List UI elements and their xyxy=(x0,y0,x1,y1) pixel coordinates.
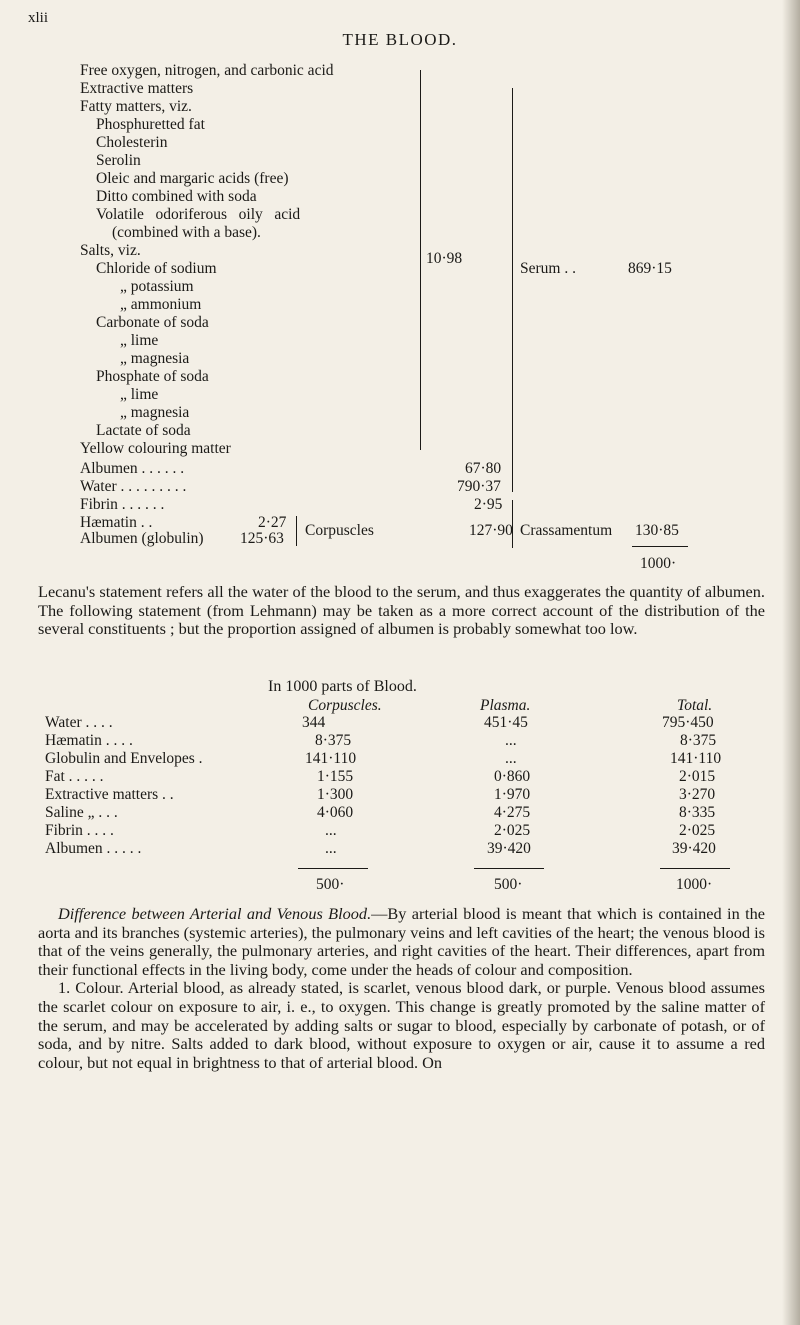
row-total: 8·375 xyxy=(680,732,717,749)
row-plasma: ... xyxy=(505,750,517,767)
analysis-line: „ lime xyxy=(120,332,159,349)
difference-heading: Difference between Arterial and Venous Blood. xyxy=(58,904,372,923)
corpuscles-label: Corpuscles xyxy=(305,522,374,539)
sum-total: 1000· xyxy=(676,876,713,893)
header-corpuscles: Corpuscles. xyxy=(308,697,382,714)
row-corpuscles: 4·060 xyxy=(317,804,354,821)
total-sum-rule xyxy=(660,868,730,869)
row-total: 39·420 xyxy=(672,840,716,857)
analysis-line: Carbonate of soda xyxy=(96,314,209,331)
analysis-line: Lactate of soda xyxy=(96,422,191,439)
analysis-line: Yellow colouring matter xyxy=(80,440,231,457)
row-plasma: 1·970 xyxy=(494,786,531,803)
analysis-line: „ lime xyxy=(120,386,159,403)
analysis-line: Ditto combined with soda xyxy=(96,188,257,205)
analysis-line: „ magnesia xyxy=(120,404,190,421)
lecanu-commentary xyxy=(38,583,765,639)
row-plasma: 2·025 xyxy=(494,822,531,839)
paragraph-lecanu: Lecanu's statement refers all the water of the blood to the serum, and thus exaggerates the quantity of albumen. The following statement (from Lehmann) may be taken as a more correct account of the distribution of the several constituents ; but the proportion assigned of albumen is probably somewhat too low. xyxy=(38,582,765,639)
analysis-line: Chloride of sodium xyxy=(96,260,217,277)
albumen-label: Albumen . . . . . . xyxy=(80,460,185,477)
running-head: THE BLOOD. xyxy=(342,30,458,49)
analysis-line: Serolin xyxy=(96,152,141,169)
row-total: 3·270 xyxy=(679,786,716,803)
row-plasma: ... xyxy=(505,732,517,749)
row-total: 2·015 xyxy=(679,768,716,785)
analysis-line: (combined with a base). xyxy=(112,224,261,241)
analysis-line: Phosphate of soda xyxy=(96,368,209,385)
total-rule xyxy=(632,546,688,547)
serum-label: Serum . . xyxy=(520,260,576,277)
header-total: Total. xyxy=(677,697,713,714)
row-label: Water . . . . xyxy=(45,714,113,731)
crassamentum-brace xyxy=(512,500,513,548)
row-total: 141·110 xyxy=(670,750,722,767)
analysis-line: Volatile odoriferous oily acid xyxy=(96,206,301,223)
row-label: Albumen . . . . . xyxy=(45,840,142,857)
row-corpuscles: 8·375 xyxy=(315,732,352,749)
water-value: 790·37 xyxy=(457,478,501,495)
globulin-value: 125·63 xyxy=(240,530,284,547)
analysis-line: Free oxygen, nitrogen, and carbonic acid xyxy=(80,62,334,79)
table-title: In 1000 parts of Blood. xyxy=(268,678,417,695)
corpuscles-sum-rule xyxy=(298,868,368,869)
row-total: 795·450 xyxy=(662,714,714,731)
sum-corpuscles: 500· xyxy=(316,876,345,893)
globulin-label: Albumen (globulin) xyxy=(80,530,204,547)
crassamentum-value: 130·85 xyxy=(635,522,679,539)
extractive-brace xyxy=(420,70,421,450)
row-plasma: 451·45 xyxy=(484,714,528,731)
extractive-total: 10·98 xyxy=(426,250,463,267)
difference-section xyxy=(38,905,765,1072)
analysis-line: Salts, viz. xyxy=(80,242,141,259)
grand-total: 1000· xyxy=(640,555,677,572)
row-corpuscles: ... xyxy=(325,822,337,839)
plasma-sum-rule xyxy=(474,868,544,869)
serum-value: 869·15 xyxy=(628,260,672,277)
analysis-line: „ potassium xyxy=(120,278,194,295)
header-plasma: Plasma. xyxy=(480,697,531,714)
analysis-line: „ ammonium xyxy=(120,296,202,313)
difference-paragraph xyxy=(38,905,765,979)
analysis-line: Fatty matters, viz. xyxy=(80,98,192,115)
corpuscles-value: 127·90 xyxy=(469,522,513,539)
albumen-value: 67·80 xyxy=(465,460,502,477)
page-number: xlii xyxy=(28,10,49,26)
row-label: Extractive matters . . xyxy=(45,786,174,803)
analysis-line: Phosphuretted fat xyxy=(96,116,205,133)
row-corpuscles: 1·300 xyxy=(317,786,354,803)
colour-paragraph: 1. Colour. Arterial blood, as already stated, is scarlet, venous blood dark, or purple. Venous blood assumes the scarlet colour on exposure to air, i. e., to oxygen. This change is greatly promoted by the saline matter of the serum, and may be accelerated by adding salts or sugar to blood, especially by carbonate of potash, or of soda, and by nitre. Salts added to dark blood, without exposure to oxygen or air, cause it to assume a red colour, but not equal in brightness to that of arterial blood. On xyxy=(38,978,765,1072)
row-label: Fat . . . . . xyxy=(45,768,104,785)
row-label: Fibrin . . . . xyxy=(45,822,114,839)
water-label: Water . . . . . . . . . xyxy=(80,478,187,495)
row-corpuscles: 344 xyxy=(302,714,326,731)
row-label: Saline „ . . . xyxy=(45,804,118,821)
row-label: Globulin and Envelopes . xyxy=(45,750,203,767)
fibrin-label: Fibrin . . . . . . xyxy=(80,496,165,513)
corpuscles-brace xyxy=(296,516,297,546)
crassamentum-label: Crassamentum xyxy=(520,522,613,539)
row-plasma: 4·275 xyxy=(494,804,531,821)
row-corpuscles: ... xyxy=(325,840,337,857)
row-plasma: 0·860 xyxy=(494,768,531,785)
haematin-value: 2·27 xyxy=(258,514,287,531)
row-total: 8·335 xyxy=(679,804,716,821)
row-total: 2·025 xyxy=(679,822,716,839)
serum-brace xyxy=(512,88,513,492)
row-corpuscles: 1·155 xyxy=(317,768,354,785)
row-label: Hæmatin . . . . xyxy=(45,732,133,749)
row-corpuscles: 141·110 xyxy=(305,750,357,767)
fibrin-value: 2·95 xyxy=(474,496,503,513)
row-plasma: 39·420 xyxy=(487,840,531,857)
scan-edge-shadow xyxy=(782,0,800,1325)
analysis-line: Oleic and margaric acids (free) xyxy=(96,170,289,187)
analysis-line: „ magnesia xyxy=(120,350,190,367)
sum-plasma: 500· xyxy=(494,876,523,893)
haematin-label: Hæmatin . . xyxy=(80,514,153,531)
analysis-line: Extractive matters xyxy=(80,80,194,97)
difference-text: —By arterial blood is meant that which is contained in the aorta and its branches (systemic arteries), the pulmonary veins and left cavities of the heart; the venous blood is that of the veins generally, the pulmonary arteries, and right cavities of the heart. Their differences, apart from their functional effects in the living body, come under the heads of colour and composition. xyxy=(38,904,765,979)
analysis-line: Cholesterin xyxy=(96,134,168,151)
